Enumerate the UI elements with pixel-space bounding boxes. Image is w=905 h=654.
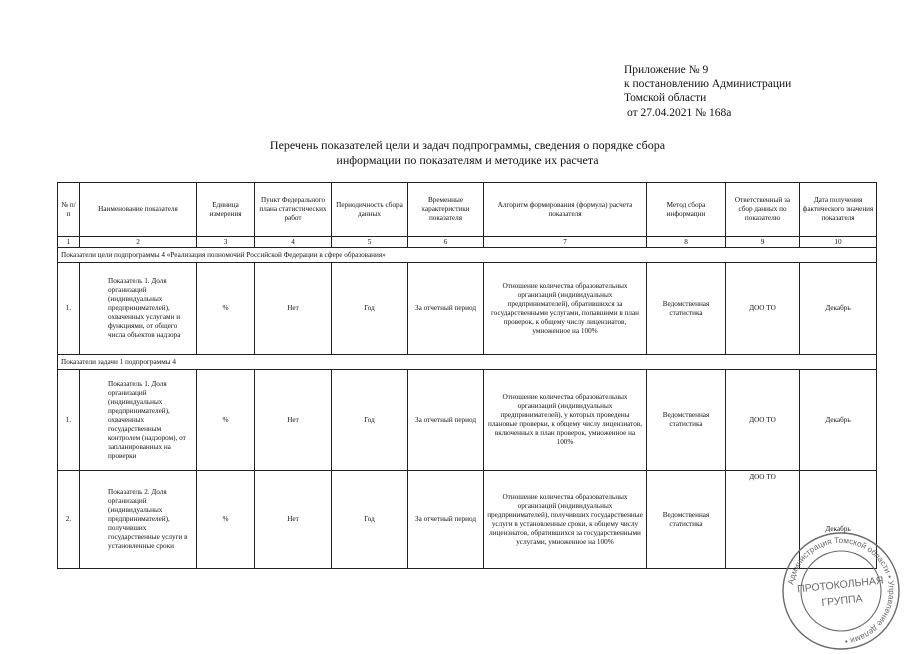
col-number: 2 <box>80 237 197 248</box>
document-title <box>200 138 735 168</box>
document-title-line2: информации по показателям и методике их расчета <box>336 153 599 167</box>
row3-plan: Нет <box>255 471 332 569</box>
header-time: Временные характеристики показателя <box>408 183 484 237</box>
appendix-region: Томской области <box>624 92 707 105</box>
row1-unit: % <box>197 263 255 355</box>
row2-plan: Нет <box>255 370 332 471</box>
row3-date: Декабрь <box>800 471 877 569</box>
row2-period: Год <box>332 370 408 471</box>
header-date: Дата получения фактического значения показателя <box>800 183 877 237</box>
col-number: 4 <box>255 237 332 248</box>
row2-resp: ДОО ТО <box>726 370 800 471</box>
row3-unit: % <box>197 471 255 569</box>
column-number-row <box>58 237 877 248</box>
col-number: 8 <box>647 237 726 248</box>
col-number: 5 <box>332 237 408 248</box>
row3-resp: ДОО ТО <box>726 471 800 569</box>
section-row-task <box>58 355 877 370</box>
row1-period: Год <box>332 263 408 355</box>
row3-period: Год <box>332 471 408 569</box>
col-number: 10 <box>800 237 877 248</box>
row2-method: Ведомственная статистика <box>647 370 726 471</box>
stamp-ring-text: Администрация Томской области • Управление делами • <box>786 535 897 646</box>
stamp-line1: ПРОТОКОЛЬНАЯ <box>796 574 885 596</box>
col-number: 7 <box>484 237 647 248</box>
header-resp: Ответственный за сбор данных по показателю <box>726 183 800 237</box>
appendix-date: от 27.04.2021 № 168а <box>627 106 732 119</box>
row1-resp: ДОО ТО <box>726 263 800 355</box>
appendix-block <box>624 63 791 120</box>
official-stamp <box>778 528 904 654</box>
header-unit: Единица измерения <box>197 183 255 237</box>
col-number: 1 <box>58 237 80 248</box>
table-row <box>58 370 877 471</box>
row3-num: 2. <box>58 471 80 569</box>
stamp-line2: ГРУППА <box>820 592 864 610</box>
row2-num: 1. <box>58 370 80 471</box>
header-num: № п/п <box>58 183 80 237</box>
section-task-title: Показатели задачи 1 подпрограммы 4 <box>58 355 877 370</box>
table-row <box>58 471 877 569</box>
section-row-goal <box>58 248 877 263</box>
indicators-table <box>57 182 877 569</box>
row1-num: 1. <box>58 263 80 355</box>
row1-name: Показатель 1. Доля организаций (индивидуальных предпринимателей), охваченных услугами и функциями, от общего числа объектов надзора <box>80 263 197 355</box>
header-algo: Алгоритм формирования (формула) расчета показателя <box>484 183 647 237</box>
header-period: Периодичность сбора данных <box>332 183 408 237</box>
appendix-number: Приложение № 9 <box>624 64 709 76</box>
row2-name: Показатель 1. Доля организаций (индивидуальных предпринимателей), охваченных государственным контролем (надзором), от запланированных на проверки <box>80 370 197 471</box>
row3-name: Показатель 2. Доля организаций (индивидуальных предпринимателей), получивших государственные услуги в установленные сроки <box>80 471 197 569</box>
row1-method: Ведомственная статистика <box>647 263 726 355</box>
row3-algo: Отношение количества образовательных организаций (индивидуальных предпринимателей), получивших государственные услуги в установленные сроки, к общему числу лицензиатов, обратившихся за государственными услугами, умноженное на 100% <box>484 471 647 569</box>
row1-date: Декабрь <box>800 263 877 355</box>
row1-time: За отчетный период <box>408 263 484 355</box>
document-title-line1: Перечень показателей цели и задач подпрограммы, сведения о порядке сбора <box>269 138 666 152</box>
header-plan: Пункт Федерального плана статистических работ <box>255 183 332 237</box>
table-row <box>58 263 877 355</box>
appendix-resolution: к постановлению Администрации <box>624 78 792 91</box>
table-header-row <box>58 183 877 237</box>
row2-date: Декабрь <box>800 370 877 471</box>
row2-algo: Отношение количества образовательных организаций (индивидуальных предпринимателей), у которых проведены плановые проверки, к общему числу лицензиатов, включенных в план проверок, умноженное на 100% <box>484 370 647 471</box>
col-number: 3 <box>197 237 255 248</box>
col-number: 6 <box>408 237 484 248</box>
section-goal-title: Показатели цели подпрограммы 4 «Реализация полномочий Российской Федерации в сфере образования» <box>58 248 877 263</box>
header-method: Метод сбора информации <box>647 183 726 237</box>
row2-unit: % <box>197 370 255 471</box>
col-number: 9 <box>726 237 800 248</box>
row1-plan: Нет <box>255 263 332 355</box>
row2-time: За отчетный период <box>408 370 484 471</box>
row1-algo: Отношение количества образовательных организаций (индивидуальных предпринимателей), обратившихся за государственными услугами, попавшими в план проверок, к общему числу лицензиатов, умноженное на 100% <box>484 263 647 355</box>
row3-method: Ведомственная статистика <box>647 471 726 569</box>
header-name: Наименование показателя <box>80 183 197 237</box>
row3-time: За отчетный период <box>408 471 484 569</box>
